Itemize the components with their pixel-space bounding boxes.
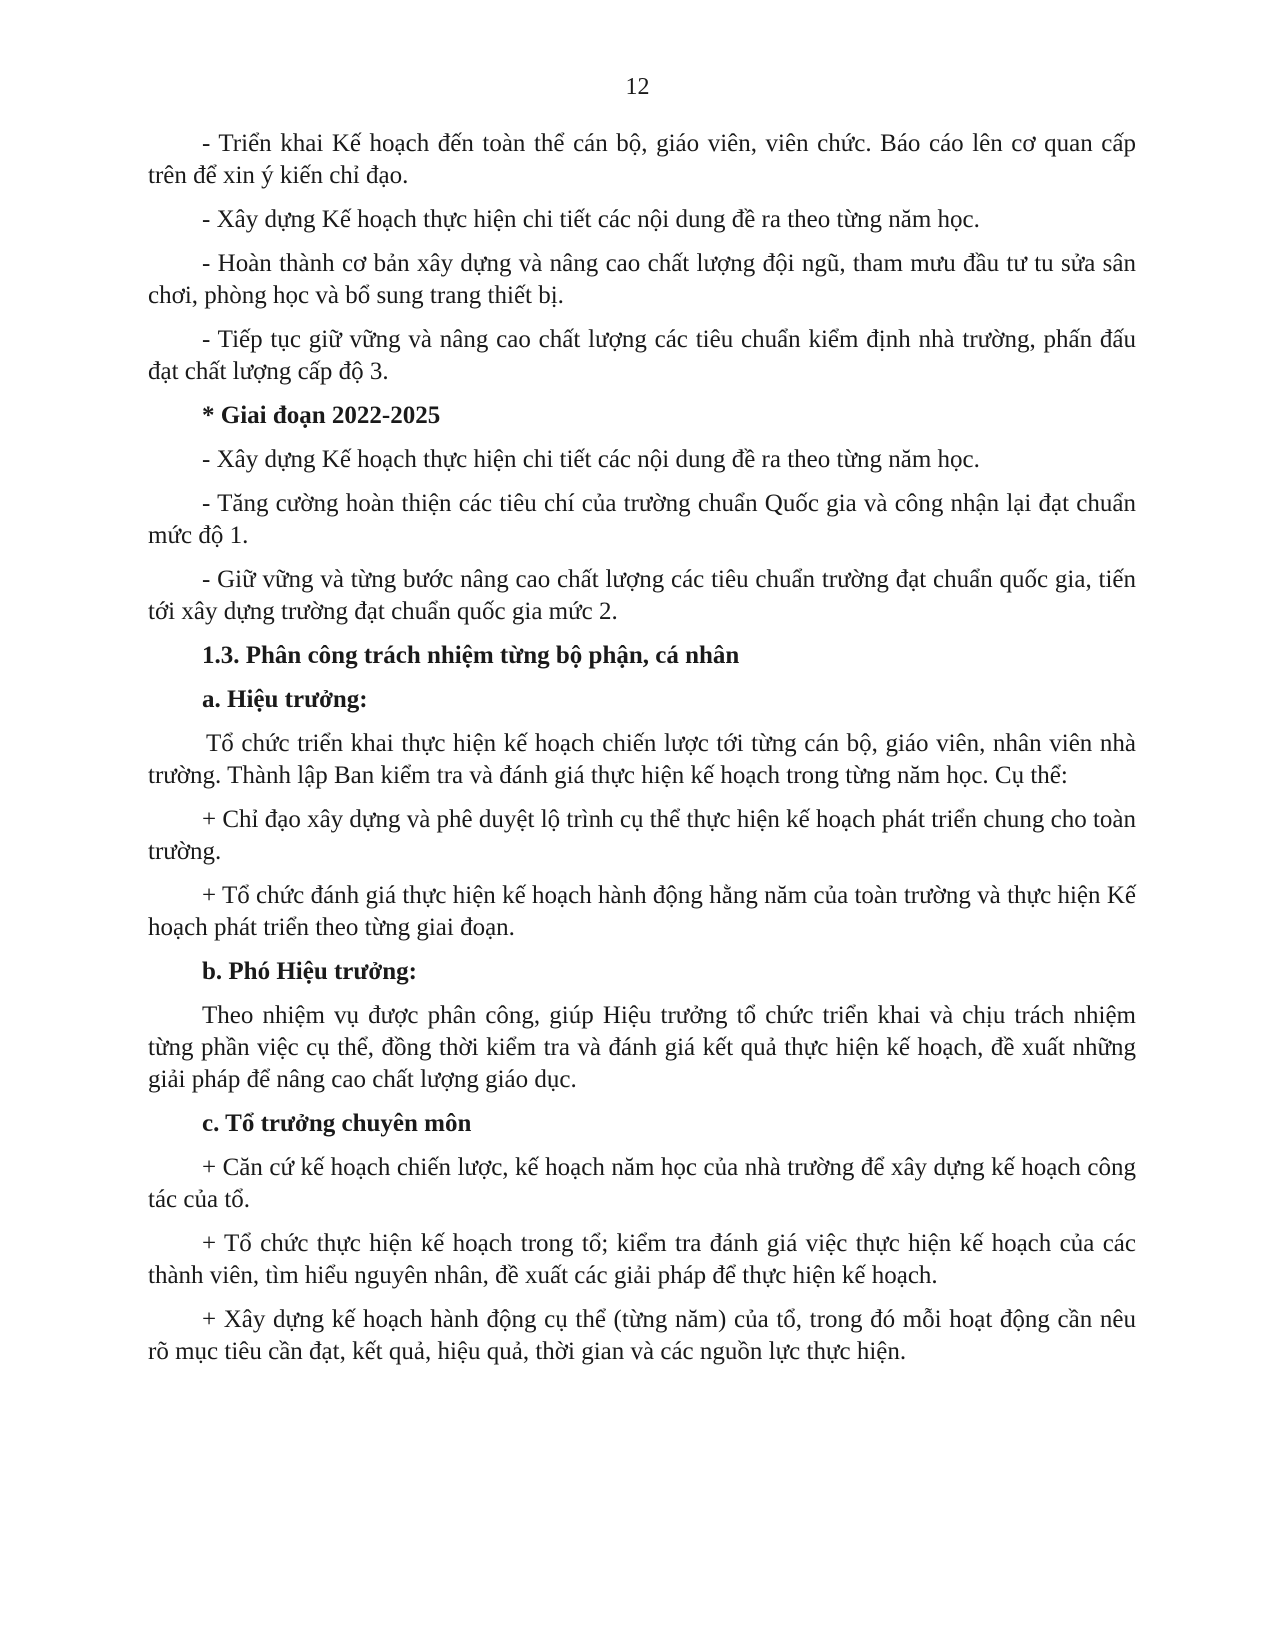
page-number: 12 [625, 74, 650, 100]
subsection-heading: a. Hiệu trưởng: [202, 686, 368, 713]
paragraph: + Xây dựng kế hoạch hành động cụ thể (từng năm) của tổ, trong đó mỗi hoạt động cần nêu rõ mục tiêu cần đạt, kết quả, hiệu quả, thời gian và các nguồn lực thực hiện. [148, 1306, 1136, 1365]
paragraph: - Tiếp tục giữ vững và nâng cao chất lượng các tiêu chuẩn kiểm định nhà trường, phấn đấu đạt chất lượng cấp độ 3. [148, 326, 1136, 385]
paragraph: + Căn cứ kế hoạch chiến lược, kế hoạch năm học của nhà trường để xây dựng kế hoạch công tác của tổ. [148, 1154, 1136, 1213]
paragraph: + Tổ chức đánh giá thực hiện kế hoạch hành động hằng năm của toàn trường và thực hiện Kế hoạch phát triển theo từng giai đoạn. [148, 882, 1136, 941]
paragraph: Theo nhiệm vụ được phân công, giúp Hiệu trưởng tổ chức triển khai và chịu trách nhiệm từng phần việc cụ thể, đồng thời kiểm tra và đánh giá kết quả thực hiện kế hoạch, đề xuất những giải pháp để nâng cao chất lượng giáo dục. [148, 1002, 1136, 1093]
paragraph: Tổ chức triển khai thực hiện kế hoạch chiến lược tới từng cán bộ, giáo viên, nhân viên nhà trường. Thành lập Ban kiểm tra và đánh giá thực hiện kế hoạch trong từng năm học. Cụ thể: [148, 730, 1136, 789]
paragraph: - Xây dựng Kế hoạch thực hiện chi tiết các nội dung đề ra theo từng năm học. [202, 446, 980, 473]
section-heading: 1.3. Phân công trách nhiệm từng bộ phận, cá nhân [202, 642, 740, 669]
section-heading: * Giai đoạn 2022-2025 [202, 402, 441, 429]
paragraph: - Tăng cường hoàn thiện các tiêu chí của trường chuẩn Quốc gia và công nhận lại đạt chuẩn mức độ 1. [148, 490, 1136, 549]
paragraph: - Giữ vững và từng bước nâng cao chất lượng các tiêu chuẩn trường đạt chuẩn quốc gia, tiến tới xây dựng trường đạt chuẩn quốc gia mức 2. [148, 566, 1136, 625]
paragraph: - Triển khai Kế hoạch đến toàn thể cán bộ, giáo viên, viên chức. Báo cáo lên cơ quan cấp trên để xin ý kiến chỉ đạo. [148, 130, 1136, 189]
paragraph: + Tổ chức thực hiện kế hoạch trong tổ; kiểm tra đánh giá việc thực hiện kế hoạch của các thành viên, tìm hiểu nguyên nhân, đề xuất các giải pháp để thực hiện kế hoạch. [148, 1230, 1136, 1289]
paragraph: - Hoàn thành cơ bản xây dựng và nâng cao chất lượng đội ngũ, tham mưu đầu tư tu sửa sân chơi, phòng học và bổ sung trang thiết bị. [148, 250, 1136, 309]
document-body [148, 128, 1136, 1380]
subsection-heading: c. Tổ trưởng chuyên môn [202, 1110, 472, 1137]
paragraph: + Chỉ đạo xây dựng và phê duyệt lộ trình cụ thể thực hiện kế hoạch phát triển chung cho toàn trường. [148, 806, 1137, 865]
paragraph: - Xây dựng Kế hoạch thực hiện chi tiết các nội dung đề ra theo từng năm học. [202, 206, 980, 233]
subsection-heading: b. Phó Hiệu trưởng: [202, 958, 417, 985]
